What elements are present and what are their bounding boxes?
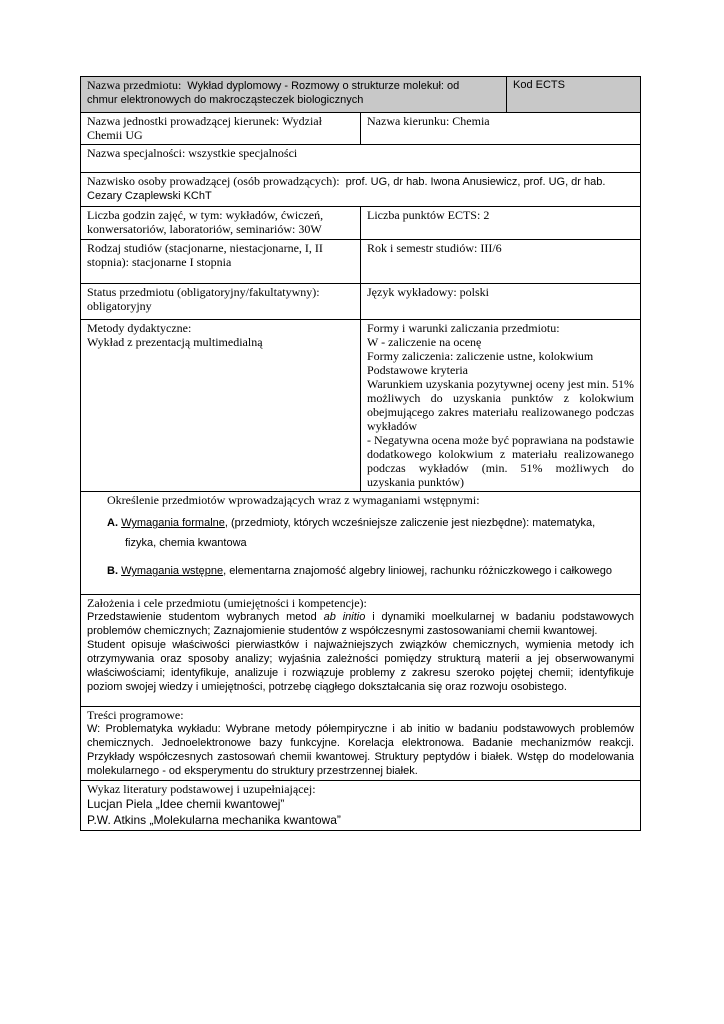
ects-points: Liczba punktów ECTS: 2	[367, 208, 490, 222]
prereq-b-letter: B.	[107, 565, 118, 577]
lecturers-value-1: prof. UG, dr hab. Iwona Anusiewicz, prof. UG, dr hab.	[345, 176, 606, 188]
goals-title: Założenia i cele przedmiotu (umiejętności i kompetencje):	[87, 596, 367, 610]
study-type-line-1: Rodzaj studiów (stacjonarne, niestacjonarne, I, II	[87, 241, 323, 255]
hours-cell	[81, 207, 361, 240]
row-specialty	[81, 145, 641, 173]
goals-p1-start: Przedstawienie studentom wybranych metod	[87, 611, 324, 623]
unit-line-2: Chemii UG	[87, 128, 143, 142]
prerequisites-title: Określenie przedmiotów wprowadzających wraz z wymaganiami wstępnymi:	[107, 493, 480, 507]
content-title: Treści programowe:	[87, 708, 184, 722]
prereq-formal-label: Wymagania formalne	[121, 517, 225, 529]
course-table	[80, 76, 641, 831]
hours-line-2: konwersatoriów, laboratoriów, seminariów: 30W	[87, 222, 322, 236]
methods-cell	[81, 320, 361, 492]
literature-item: Lucjan Piela „Idee chemii kwantowej”	[87, 797, 285, 811]
prerequisites-cell	[81, 492, 641, 595]
row-goals	[81, 595, 641, 707]
status-line-2: obligatoryjny	[87, 299, 152, 313]
field-of-study: Nazwa kierunku: Chemia	[367, 114, 490, 128]
row-methods	[81, 320, 641, 492]
prereq-formal-cont: fizyka, chemia kwantowa	[125, 537, 247, 549]
row-literature	[81, 781, 641, 831]
goals-paragraph-1	[87, 610, 634, 638]
unit-line-1: Nazwa jednostki prowadzącej kierunek: Wydział	[87, 114, 322, 128]
subject-value-1: Wykład dyplomowy - Rozmowy o strukturze molekuł: od	[187, 80, 460, 92]
goals-cell	[81, 595, 641, 707]
prereq-a-letter: A.	[107, 517, 118, 529]
literature-item: P.W. Atkins „Molekularna mechanika kwantowa”	[87, 813, 341, 827]
specialty-cell	[81, 145, 641, 173]
row-hours	[81, 207, 641, 240]
prereq-initial-text: , elementarna znajomość algebry liniowej, rachunku różniczkowego i całkowego	[223, 565, 612, 577]
literature-title: Wykaz literatury podstawowej i uzupełniającej:	[87, 782, 316, 796]
ects-points-cell	[361, 207, 641, 240]
study-type-cell	[81, 240, 361, 284]
specialty: Nazwa specjalności: wszystkie specjalności	[87, 146, 298, 160]
lecturers-label: Nazwisko osoby prowadzącej (osób prowadzących):	[87, 174, 340, 188]
content-cell	[81, 707, 641, 781]
ects-code-label: Kod ECTS	[513, 79, 565, 91]
assessment-retake: - Negatywna ocena może być poprawiana na podstawie dodatkowego kolokwium z materiału realizowanego podczas wykładów (min. 51% możliwych do uzyskania punktów)	[367, 433, 635, 489]
subject-cell	[81, 77, 507, 113]
row-subject	[81, 77, 641, 113]
assessment-condition: Warunkiem uzyskania pozytywnej oceny jest min. 51% możliwych do uzyskania punktów z kolokwium obejmującego zakres materiału realizowanego podczas wykładów	[367, 377, 635, 433]
goals-paragraph-2: Student opisuje właściwości pierwiastków i najważniejszych związków chemicznych, wymienia metody ich otrzymywania oraz sposoby analizy; wyjaśnia zależności pomiędzy strukturą materii a jej obserwowanymi właściwościami; identyfikuje, analizuje i rozwiązuje problemy z zakresu szeroko pojętej chemii; identyfikuje poziom swojej wiedzy i umiejętności, potrzebę ciągłego dokształcania się oraz rozwoju osobistego.	[87, 639, 635, 693]
lecturers-cell	[81, 173, 641, 207]
assessment-title: Formy i warunki zaliczania przedmiotu:	[367, 321, 560, 335]
row-lecturers	[81, 173, 641, 207]
row-status	[81, 284, 641, 320]
status-cell	[81, 284, 361, 320]
assessment-cell	[361, 320, 641, 492]
subject-value-2: chmur elektronowych do makrocząsteczek biologicznych	[87, 94, 364, 106]
status-line-1: Status przedmiotu (obligatoryjny/fakultatywny):	[87, 285, 320, 299]
assessment-grade: W - zaliczenie na ocenę	[367, 335, 482, 349]
assessment-forms: Formy zaliczenia: zaliczenie ustne, kolokwium	[367, 349, 594, 363]
hours-line-1: Liczba godzin zajęć, w tym: wykładów, ćwiczeń,	[87, 208, 324, 222]
row-unit	[81, 113, 641, 145]
language-cell	[361, 284, 641, 320]
year-semester: Rok i semestr studiów: III/6	[367, 241, 502, 255]
goals-p1-em: ab initio	[323, 611, 366, 623]
methods-value: Wykład z prezentacją multimedialną	[87, 335, 263, 349]
prereq-initial-label: Wymagania wstępne	[121, 565, 224, 577]
content-text: W: Problematyka wykładu: Wybrane metody półempiryczne i ab initio w badaniu podstawowych problemów chemicznych. Jednoelektronowe bazy funkcyjne. Korelacja elektronowa. Badanie mechanizmów reakcji. Przykłady współczesnych zastosowań chemii kwantowej. Struktury peptydów i białek. Wstęp do modelowania molekularnego - od eksperymentu do struktury przestrzennej białek.	[87, 723, 635, 777]
row-prerequisites	[81, 492, 641, 595]
year-semester-cell	[361, 240, 641, 284]
prereq-initial	[107, 561, 634, 581]
row-study-type	[81, 240, 641, 284]
language: Język wykładowy: polski	[367, 285, 489, 299]
unit-cell	[81, 113, 361, 145]
study-type-line-2: stopnia): stacjonarne I stopnia	[87, 255, 232, 269]
prereq-formal-text: , (przedmioty, których wcześniejsze zaliczenie jest niezbędne): matematyka,	[224, 517, 596, 529]
lecturers-value-2: Cezary Czaplewski KChT	[87, 190, 212, 202]
literature-cell	[81, 781, 641, 831]
subject-label: Nazwa przedmiotu:	[87, 78, 182, 92]
methods-label: Metody dydaktyczne:	[87, 321, 192, 335]
row-content	[81, 707, 641, 781]
ects-code-cell	[507, 77, 641, 113]
assessment-criteria: Podstawowe kryteria	[367, 363, 468, 377]
goals-p1-end: i dynamiki moelkularnej w badaniu podstawowych problemów chemicznych; Zaznajomienie studentów z współczesnymi zastosowaniami chemii kwantowej.	[87, 611, 635, 637]
field-cell	[361, 113, 641, 145]
course-sheet	[80, 76, 640, 831]
prereq-formal	[107, 513, 634, 533]
